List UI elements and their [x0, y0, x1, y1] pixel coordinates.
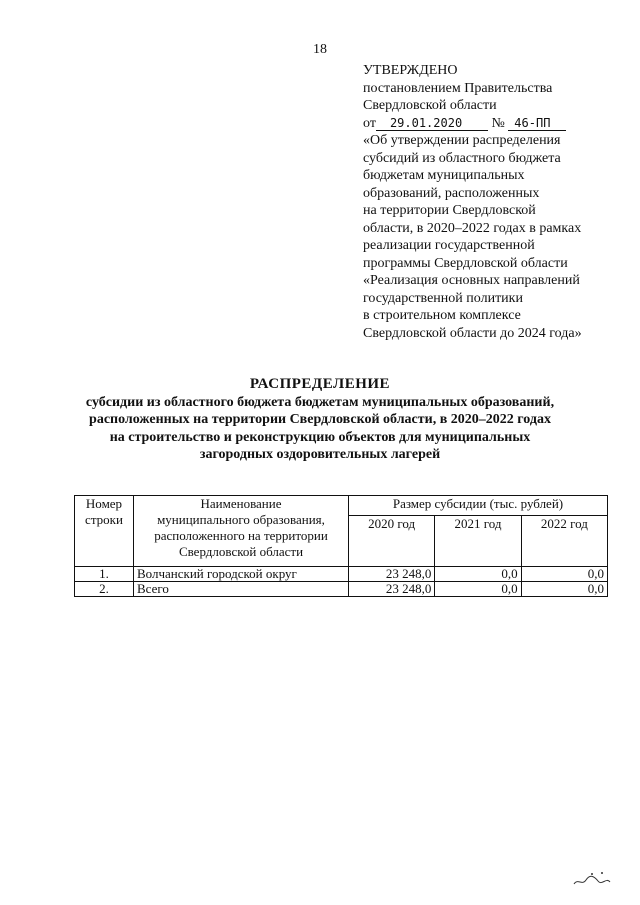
header-name-line: муниципального образования,	[157, 512, 325, 527]
row-value-2021: 0,0	[435, 582, 521, 597]
header-name-line: Свердловской области	[178, 544, 304, 559]
heading-line: субсидии из областного бюджета бюджетам муниципальных образований,	[85, 394, 555, 410]
subject-line: в строительном комплексе	[363, 308, 521, 323]
table-row	[75, 567, 608, 582]
header-name-line: расположенного на территории	[154, 528, 328, 543]
row-value-2020: 23 248,0	[349, 567, 435, 582]
row-number: 1.	[75, 567, 134, 582]
header-name-line: Наименование	[200, 496, 282, 511]
row-value-2021: 0,0	[435, 567, 521, 582]
row-name: Волчанский городской округ	[134, 567, 349, 582]
heading-line: расположенных на территории Свердловской области, в 2020–2022 годах	[89, 412, 551, 427]
date-prefix: от	[363, 115, 376, 131]
approval-date-row	[363, 115, 633, 133]
number-prefix: №	[491, 115, 505, 131]
approval-number: 46-ПП	[508, 116, 566, 131]
header-number-line: Номер	[85, 496, 123, 511]
page-number: 18	[313, 42, 327, 57]
subject-line: реализации государственной	[363, 238, 535, 253]
heading-line: загородных оздоровительных лагерей	[199, 447, 441, 462]
subsidy-table	[74, 495, 608, 597]
document-title: РАСПРЕДЕЛЕНИЕ	[249, 376, 391, 392]
table-row	[75, 582, 608, 597]
row-name: Всего	[134, 582, 349, 597]
heading-line: на строительство и реконструкцию объектов для муниципальных	[109, 429, 531, 445]
header-year: 2021 год	[435, 516, 521, 567]
subject-line: Свердловской области до 2024 года»	[363, 325, 582, 341]
subject-line: «Об утверждении распределения	[363, 133, 561, 148]
subject-line: бюджетам муниципальных	[363, 168, 525, 183]
header-name	[134, 496, 349, 567]
row-value-2022: 0,0	[521, 567, 607, 582]
approval-status: УТВЕРЖДЕНО	[363, 63, 458, 78]
approval-block	[363, 62, 633, 342]
subject-line: программы Свердловской области	[363, 255, 568, 271]
row-number: 2.	[75, 582, 134, 597]
header-year: 2022 год	[521, 516, 607, 567]
approval-line: постановлением Правительства	[363, 80, 553, 96]
header-subsidy-group: Размер субсидии (тыс. рублей)	[349, 496, 608, 516]
table-header-row	[75, 496, 608, 516]
subject-line: на территории Свердловской	[363, 203, 536, 218]
header-number	[75, 496, 134, 567]
row-value-2020: 23 248,0	[349, 582, 435, 597]
approval-date: 29.01.2020	[376, 116, 488, 131]
header-year: 2020 год	[349, 516, 435, 567]
document-heading	[0, 376, 640, 464]
subject-line: образований, расположенных	[363, 185, 540, 201]
approval-line: Свердловской области	[363, 98, 497, 113]
subject-line: государственной политики	[363, 290, 523, 306]
scan-mark	[572, 868, 612, 888]
subject-line: субсидий из областного бюджета	[363, 150, 561, 166]
subject-line: области, в 2020–2022 годах в рамках	[363, 220, 582, 236]
header-number-line: строки	[85, 512, 123, 527]
subject-line: «Реализация основных направлений	[363, 273, 580, 288]
row-value-2022: 0,0	[521, 582, 607, 597]
